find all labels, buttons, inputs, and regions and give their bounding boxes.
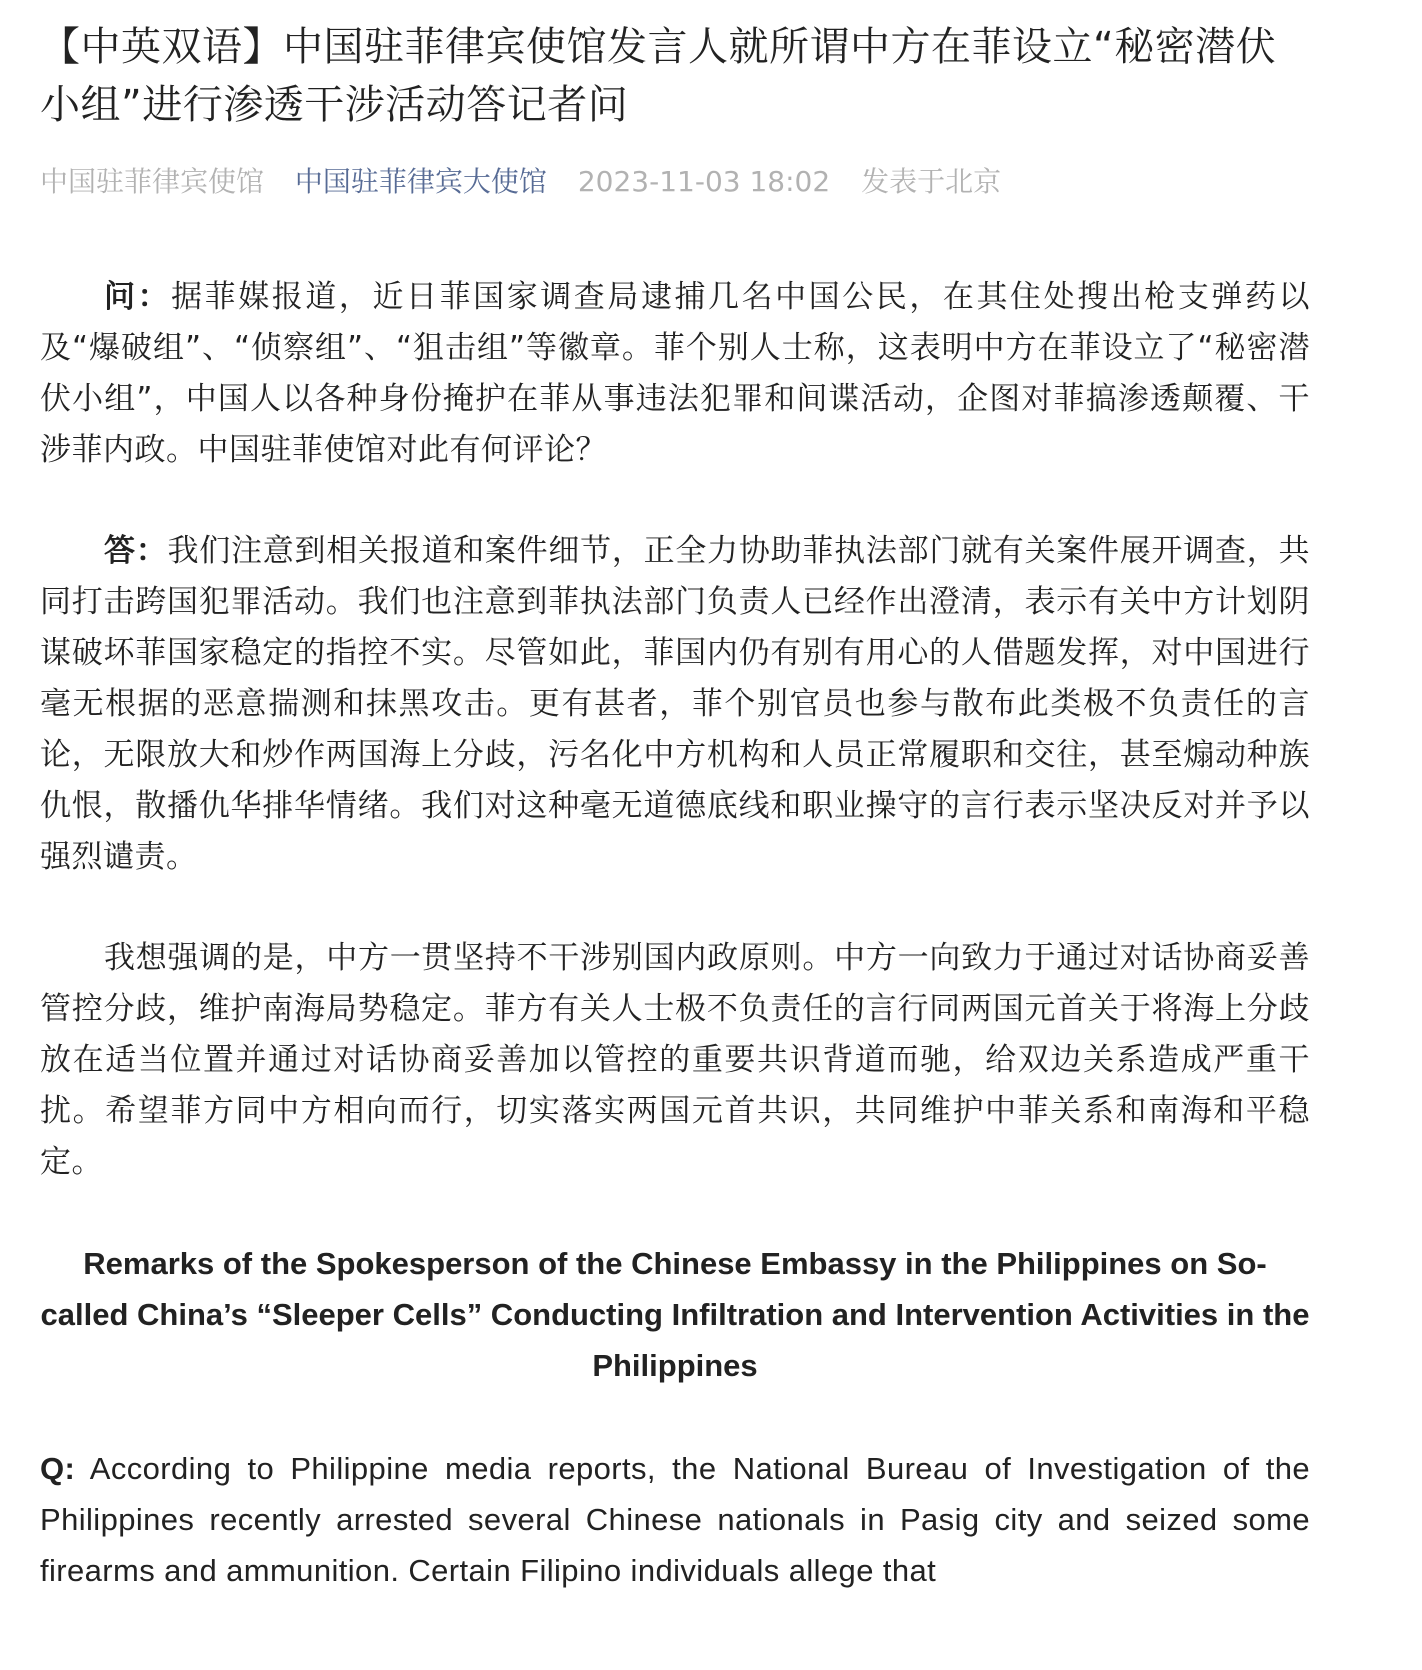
en-question-paragraph xyxy=(40,1443,1310,1596)
publish-datetime: 2023-11-03 18:02 xyxy=(577,165,831,198)
article-meta xyxy=(40,162,1382,202)
zh-question-text: 据菲媒报道，近日菲国家调查局逮捕几名中国公民，在其住处搜出枪支弹药以及“爆破组”、“侦察组”、“狙击组”等徽章。菲个别人士称，这表明中方在菲设立了“秘密潜伏小组”，中国人以各种身份掩护在菲从事违法犯罪和间谍活动，企图对菲搞渗透颠覆、干涉菲内政。中国驻菲使馆对此有何评论？ xyxy=(40,279,1311,468)
zh-question-paragraph xyxy=(40,272,1310,476)
zh-answer-paragraph xyxy=(40,526,1310,883)
en-question-label: Q: xyxy=(40,1451,76,1486)
zh-answer-text: 我们注意到相关报道和案件细节，正全力协助菲执法部门就有关案件展开调查，共同打击跨国犯罪活动。我们也注意到菲执法部门负责人已经作出澄清，表示有关中方计划阴谋破坏菲国家稳定的指控不实。尽管如此，菲国内仍有别有用心的人借题发挥，对中国进行毫无根据的恶意揣测和抹黑攻击。更有甚者，菲个别官员也参与散布此类极不负责任的言论，无限放大和炒作两国海上分歧，污名化中方机构和人员正常履职和交往，甚至煽动种族仇恨，散播仇华排华情绪。我们对这种毫无道德底线和职业操守的言行表示坚决反对并予以强烈谴责。 xyxy=(40,533,1311,875)
zh-question-label: 问： xyxy=(104,279,172,315)
account-link[interactable]: 中国驻菲律宾大使馆 xyxy=(294,165,547,198)
article-title: 【中英双语】中国驻菲律宾使馆发言人就所谓中方在菲设立“秘密潜伏小组”进行渗透干涉活动答记者问 xyxy=(40,24,1277,128)
article-body xyxy=(40,272,1310,1596)
publish-location: 发表于北京 xyxy=(861,165,1002,198)
zh-paragraph-3: 我想强调的是，中方一贯坚持不干涉别国内政原则。中方一向致力于通过对话协商妥善管控分歧，维护南海局势稳定。菲方有关人士极不负责任的言行同两国元首关于将海上分歧放在适当位置并通过对话协商妥善加以管控的重要共识背道而驰，给双边关系造成严重干扰。希望菲方同中方相向而行，切实落实两国元首共识，共同维护中菲关系和南海和平稳定。 xyxy=(40,940,1310,1180)
en-section-title: Remarks of the Spokesperson of the Chinese Embassy in the Philippines on So-called China’s “Sleeper Cells” Conducting Infiltration and Intervention Activities in the Philippines xyxy=(40,1246,1310,1383)
author-name: 中国驻菲律宾使馆 xyxy=(40,165,265,198)
en-question-text: According to Philippine media reports, the National Bureau of Investigation of the Philippines recently arrested several Chinese nationals in Pasig city and seized some firearms and ammunition. Certain Filipino individuals allege that xyxy=(40,1451,1310,1588)
zh-answer-label: 答： xyxy=(104,533,168,569)
